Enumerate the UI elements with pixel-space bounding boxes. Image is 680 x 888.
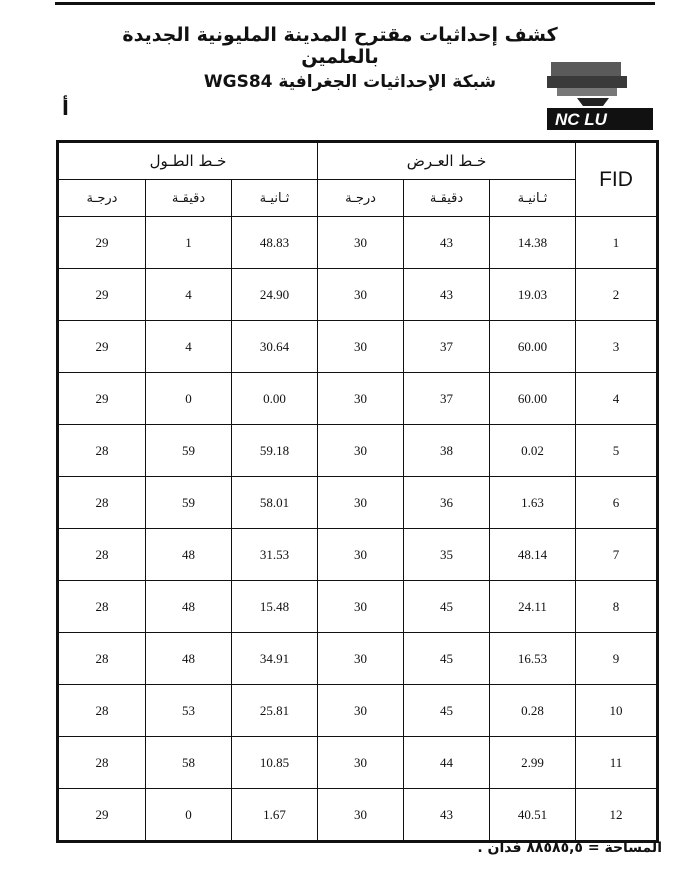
lon-minute-cell: 53 [146,685,232,737]
table-row [58,789,658,842]
lat-minute-cell: 43 [404,217,490,269]
lat-degree-cell: 30 [318,737,404,789]
lat-degree-header: درجـة [318,180,404,217]
lat-degree-cell: 30 [318,321,404,373]
logo-text: NC LU [555,110,607,129]
lon-degree-cell: 29 [58,373,146,425]
lat-degree-cell: 30 [318,685,404,737]
fid-cell: 12 [576,789,658,842]
document-subtitle: شبكة الإحداثيات الجغرافية WGS84 [203,72,497,92]
lon-degree-cell: 28 [58,737,146,789]
lon-degree-cell: 28 [58,425,146,477]
lon-minute-header: دقيقـة [146,180,232,217]
lon-minute-cell: 48 [146,581,232,633]
table-row [58,685,658,737]
lon-second-cell: 31.53 [232,529,318,581]
lat-degree-cell: 30 [318,581,404,633]
fid-cell: 8 [576,581,658,633]
lat-minute-cell: 35 [404,529,490,581]
lon-degree-header: درجـة [58,180,146,217]
lon-second-cell: 34.91 [232,633,318,685]
lat-degree-cell: 30 [318,425,404,477]
lat-second-cell: 0.28 [490,685,576,737]
table-row [58,269,658,321]
lon-minute-cell: 4 [146,269,232,321]
lat-degree-cell: 30 [318,789,404,842]
table-row [58,217,658,269]
fid-cell: 10 [576,685,658,737]
lat-degree-cell: 30 [318,477,404,529]
lat-second-header: ثـانيـة [490,180,576,217]
lon-second-cell: 10.85 [232,737,318,789]
lon-minute-cell: 0 [146,789,232,842]
lat-second-cell: 14.38 [490,217,576,269]
coordinates-body [58,217,658,842]
document-title: كشف إحداثيات مقترح المدينة المليونية الجديدة بالعلمين [122,24,558,68]
lat-second-cell: 1.63 [490,477,576,529]
lat-degree-cell: 30 [318,269,404,321]
table-row [58,581,658,633]
table-row [58,477,658,529]
lon-minute-cell: 0 [146,373,232,425]
lat-second-cell: 40.51 [490,789,576,842]
lon-second-cell: 24.90 [232,269,318,321]
organization-logo [547,58,653,130]
lat-minute-cell: 45 [404,581,490,633]
fid-cell: 5 [576,425,658,477]
lon-degree-cell: 28 [58,529,146,581]
lat-degree-cell: 30 [318,633,404,685]
lat-minute-cell: 38 [404,425,490,477]
latitude-header: خـط العـرض [318,142,576,180]
table-row [58,425,658,477]
fid-cell: 11 [576,737,658,789]
lon-second-header: ثـانيـة [232,180,318,217]
lon-minute-cell: 48 [146,529,232,581]
lat-degree-cell: 30 [318,529,404,581]
table-row [58,633,658,685]
lat-minute-cell: 36 [404,477,490,529]
lon-minute-cell: 1 [146,217,232,269]
fid-cell: 1 [576,217,658,269]
table-row [58,529,658,581]
lon-second-cell: 48.83 [232,217,318,269]
table-row [58,321,658,373]
lon-degree-cell: 29 [58,217,146,269]
lat-degree-cell: 30 [318,373,404,425]
lon-minute-cell: 59 [146,425,232,477]
lon-minute-cell: 48 [146,633,232,685]
lon-degree-cell: 28 [58,581,146,633]
fid-cell: 6 [576,477,658,529]
fid-cell: 3 [576,321,658,373]
lat-second-cell: 19.03 [490,269,576,321]
top-rule [55,2,655,5]
area-note: المساحة = ٨٨٥٨٥,٥ فدان . [477,840,662,856]
lat-minute-cell: 45 [404,685,490,737]
fid-cell: 7 [576,529,658,581]
fid-cell: 9 [576,633,658,685]
lon-second-cell: 59.18 [232,425,318,477]
lat-second-cell: 0.02 [490,425,576,477]
lon-degree-cell: 28 [58,633,146,685]
lat-minute-cell: 44 [404,737,490,789]
lon-second-cell: 58.01 [232,477,318,529]
lat-second-cell: 60.00 [490,321,576,373]
lat-second-cell: 48.14 [490,529,576,581]
fid-header: FID [576,142,658,217]
longitude-header: خـط الطـول [58,142,318,180]
lat-second-cell: 24.11 [490,581,576,633]
page-mark: أ [62,96,69,120]
coordinates-table [56,140,659,843]
table-row [58,373,658,425]
lon-second-cell: 0.00 [232,373,318,425]
lon-minute-cell: 59 [146,477,232,529]
fid-cell: 2 [576,269,658,321]
lon-degree-cell: 29 [58,269,146,321]
lat-minute-cell: 37 [404,373,490,425]
lon-minute-cell: 58 [146,737,232,789]
lon-second-cell: 1.67 [232,789,318,842]
lon-second-cell: 15.48 [232,581,318,633]
lon-second-cell: 25.81 [232,685,318,737]
lat-second-cell: 16.53 [490,633,576,685]
lat-degree-cell: 30 [318,217,404,269]
lat-second-cell: 2.99 [490,737,576,789]
fid-cell: 4 [576,373,658,425]
lon-minute-cell: 4 [146,321,232,373]
lat-minute-header: دقيقـة [404,180,490,217]
lon-degree-cell: 29 [58,789,146,842]
lon-second-cell: 30.64 [232,321,318,373]
lat-minute-cell: 43 [404,789,490,842]
lat-second-cell: 60.00 [490,373,576,425]
table-row [58,737,658,789]
lat-minute-cell: 45 [404,633,490,685]
lat-minute-cell: 37 [404,321,490,373]
lon-degree-cell: 29 [58,321,146,373]
lon-degree-cell: 28 [58,477,146,529]
lat-minute-cell: 43 [404,269,490,321]
lon-degree-cell: 28 [58,685,146,737]
